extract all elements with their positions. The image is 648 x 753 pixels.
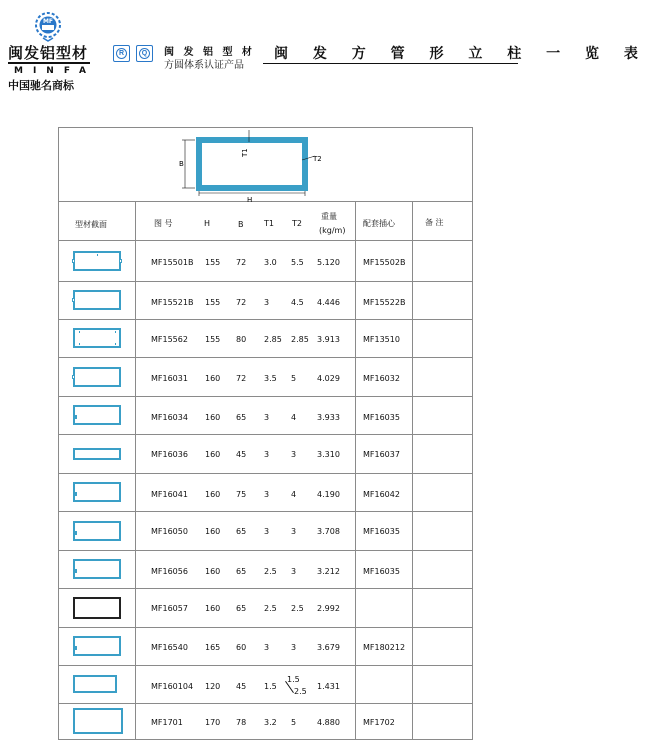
table-row bbox=[59, 550, 472, 588]
cell-core: MF16037 bbox=[363, 450, 400, 459]
cell-b: 65 bbox=[236, 413, 247, 422]
cell-core: MF180212 bbox=[363, 643, 406, 652]
cell-t1: 2.5 bbox=[264, 604, 277, 613]
cert-note: 方圆体系认证产品 bbox=[164, 60, 244, 71]
profile-table bbox=[58, 127, 473, 740]
cell-h: 155 bbox=[205, 258, 221, 267]
cell-weight: 3.679 bbox=[317, 643, 340, 652]
cell-t1: 3 bbox=[264, 450, 270, 459]
label-t1: T1 bbox=[241, 148, 249, 157]
cell-h: 160 bbox=[205, 490, 221, 499]
cell-h: 160 bbox=[205, 413, 221, 422]
profile-section-drawing bbox=[73, 405, 121, 425]
cell-t2-bottom: 2.5 bbox=[294, 687, 307, 696]
col-section: 型材截面 bbox=[75, 220, 107, 229]
cell-model: MF16036 bbox=[151, 450, 188, 459]
table-row bbox=[59, 511, 472, 550]
cell-t2: 3 bbox=[291, 527, 297, 536]
cell-h: 170 bbox=[205, 718, 221, 727]
cell-core: MF16035 bbox=[363, 567, 400, 576]
cell-h: 160 bbox=[205, 604, 221, 613]
table-row bbox=[59, 703, 472, 739]
cell-t2: 3 bbox=[291, 567, 297, 576]
col-t2: T2 bbox=[292, 219, 302, 228]
profile-section-drawing bbox=[73, 708, 123, 734]
cell-weight: 3.933 bbox=[317, 413, 340, 422]
profile-section-drawing bbox=[73, 290, 121, 310]
cell-model: MF16041 bbox=[151, 490, 188, 499]
cell-weight: 3.913 bbox=[317, 335, 340, 344]
cell-t1: 3 bbox=[264, 490, 270, 499]
cell-model: MF15562 bbox=[151, 335, 188, 344]
cell-weight: 4.190 bbox=[317, 490, 340, 499]
col-remark: 备 注 bbox=[425, 218, 444, 227]
cell-model: MF160104 bbox=[151, 682, 194, 691]
table-row bbox=[59, 473, 472, 511]
label-h: H bbox=[247, 196, 253, 204]
table-row bbox=[59, 357, 472, 396]
cell-core: MF16035 bbox=[363, 413, 400, 422]
cell-h: 155 bbox=[205, 298, 221, 307]
brand-divider bbox=[8, 62, 90, 64]
profile-section-drawing bbox=[73, 328, 121, 348]
profile-section-drawing bbox=[73, 675, 117, 693]
col-h: H bbox=[204, 219, 211, 228]
cell-b: 72 bbox=[236, 258, 247, 267]
col-weight-unit: (kg/m) bbox=[319, 226, 346, 235]
catalog-title: 闽 发 方 管 形 立 柱 一 览 表 bbox=[274, 46, 648, 62]
cell-b: 80 bbox=[236, 335, 247, 344]
cell-core: MF13510 bbox=[363, 335, 400, 344]
col-core: 配套插心 bbox=[363, 219, 395, 228]
cell-core: MF15502B bbox=[363, 258, 406, 267]
cell-t1: 3.5 bbox=[264, 374, 277, 383]
cell-weight: 2.992 bbox=[317, 604, 340, 613]
page-header bbox=[0, 0, 648, 100]
table-row bbox=[59, 588, 472, 627]
cell-b: 45 bbox=[236, 682, 247, 691]
cell-b: 45 bbox=[236, 450, 247, 459]
col-t1: T1 bbox=[264, 219, 274, 228]
table-row bbox=[59, 434, 472, 473]
cell-b: 60 bbox=[236, 643, 247, 652]
logo-text: MF bbox=[42, 18, 54, 25]
trademark-note: 中国驰名商标 bbox=[8, 79, 74, 92]
cell-model: MF16034 bbox=[151, 413, 188, 422]
cert-r-icon: R bbox=[113, 45, 130, 62]
cell-b: 78 bbox=[236, 718, 247, 727]
cell-t2: 3 bbox=[291, 643, 297, 652]
cell-t1: 2.5 bbox=[264, 567, 277, 576]
cell-weight: 3.310 bbox=[317, 450, 340, 459]
cell-b: 75 bbox=[236, 490, 247, 499]
cert-brand: 闽 发 铝 型 材 bbox=[164, 47, 255, 58]
cell-model: MF16056 bbox=[151, 567, 188, 576]
cell-t2: 3 bbox=[291, 450, 297, 459]
profile-section-drawing bbox=[73, 559, 121, 579]
cell-h: 160 bbox=[205, 527, 221, 536]
cell-model: MF16540 bbox=[151, 643, 188, 652]
table-row bbox=[59, 319, 472, 357]
cell-model: MF15501B bbox=[151, 258, 194, 267]
profile-section-drawing bbox=[73, 367, 121, 387]
dimension-diagram-svg bbox=[59, 128, 472, 202]
table-row bbox=[59, 665, 472, 703]
cell-weight: 5.120 bbox=[317, 258, 340, 267]
col-weight: 重量 bbox=[321, 212, 337, 221]
cert-q-icon: Q bbox=[136, 45, 153, 62]
brand-name: 闽发铝型材 bbox=[8, 44, 89, 62]
minfa-logo-icon bbox=[33, 10, 63, 42]
cell-weight: 1.431 bbox=[317, 682, 340, 691]
table-row bbox=[59, 281, 472, 319]
cell-core: MF15522B bbox=[363, 298, 406, 307]
cell-model: MF16050 bbox=[151, 527, 188, 536]
cell-t2: 5.5 bbox=[291, 258, 304, 267]
cell-t2: 4 bbox=[291, 413, 297, 422]
label-b: B bbox=[179, 160, 184, 168]
cell-t1: 3 bbox=[264, 298, 270, 307]
cell-weight: 3.708 bbox=[317, 527, 340, 536]
cell-weight: 4.880 bbox=[317, 718, 340, 727]
cell-core: MF16035 bbox=[363, 527, 400, 536]
cell-h: 160 bbox=[205, 567, 221, 576]
dimension-diagram bbox=[59, 128, 472, 202]
cell-h: 160 bbox=[205, 374, 221, 383]
cell-model: MF1701 bbox=[151, 718, 183, 727]
cell-b: 72 bbox=[236, 374, 247, 383]
cell-t2: 5 bbox=[291, 718, 297, 727]
title-underline bbox=[263, 63, 518, 64]
cell-h: 165 bbox=[205, 643, 221, 652]
cell-core: MF1702 bbox=[363, 718, 395, 727]
cell-b: 65 bbox=[236, 527, 247, 536]
cell-b: 65 bbox=[236, 604, 247, 613]
cell-t2: 4.5 bbox=[291, 298, 304, 307]
cell-weight: 3.212 bbox=[317, 567, 340, 576]
profile-section-drawing bbox=[73, 521, 121, 541]
cell-t2: 5 bbox=[291, 374, 297, 383]
cell-model: MF15521B bbox=[151, 298, 194, 307]
cell-t1: 3.0 bbox=[264, 258, 277, 267]
cell-t1: 2.85 bbox=[264, 335, 282, 344]
cell-t1: 3.2 bbox=[264, 718, 277, 727]
col-model: 图 号 bbox=[154, 219, 173, 228]
brand-name-english: MINFA bbox=[14, 66, 96, 76]
cell-weight: 4.446 bbox=[317, 298, 340, 307]
profile-section-drawing bbox=[73, 636, 121, 656]
cell-t1: 3 bbox=[264, 527, 270, 536]
cell-t1: 3 bbox=[264, 413, 270, 422]
row-divider bbox=[59, 739, 472, 740]
cell-h: 155 bbox=[205, 335, 221, 344]
cell-model: MF16031 bbox=[151, 374, 188, 383]
cell-t2: 4 bbox=[291, 490, 297, 499]
table-row bbox=[59, 240, 472, 281]
profile-section-drawing bbox=[73, 251, 121, 271]
cell-h: 120 bbox=[205, 682, 221, 691]
profile-section-drawing bbox=[73, 597, 121, 619]
table-row bbox=[59, 396, 472, 434]
table-row bbox=[59, 627, 472, 665]
cell-t2: 2.85 bbox=[291, 335, 309, 344]
cell-model: MF16057 bbox=[151, 604, 188, 613]
cell-weight: 4.029 bbox=[317, 374, 340, 383]
cell-t2: 2.5 bbox=[291, 604, 304, 613]
cell-t1: 3 bbox=[264, 643, 270, 652]
cell-core: MF16032 bbox=[363, 374, 400, 383]
label-t2: T2 bbox=[313, 155, 322, 163]
cell-b: 72 bbox=[236, 298, 247, 307]
col-b: B bbox=[238, 220, 244, 229]
cell-h: 160 bbox=[205, 450, 221, 459]
cell-b: 65 bbox=[236, 567, 247, 576]
profile-section-drawing bbox=[73, 482, 121, 502]
cell-core: MF16042 bbox=[363, 490, 400, 499]
cell-t1: 1.5 bbox=[264, 682, 277, 691]
cell-t2-top: 1.5 bbox=[287, 675, 300, 684]
profile-section-drawing bbox=[73, 448, 121, 460]
